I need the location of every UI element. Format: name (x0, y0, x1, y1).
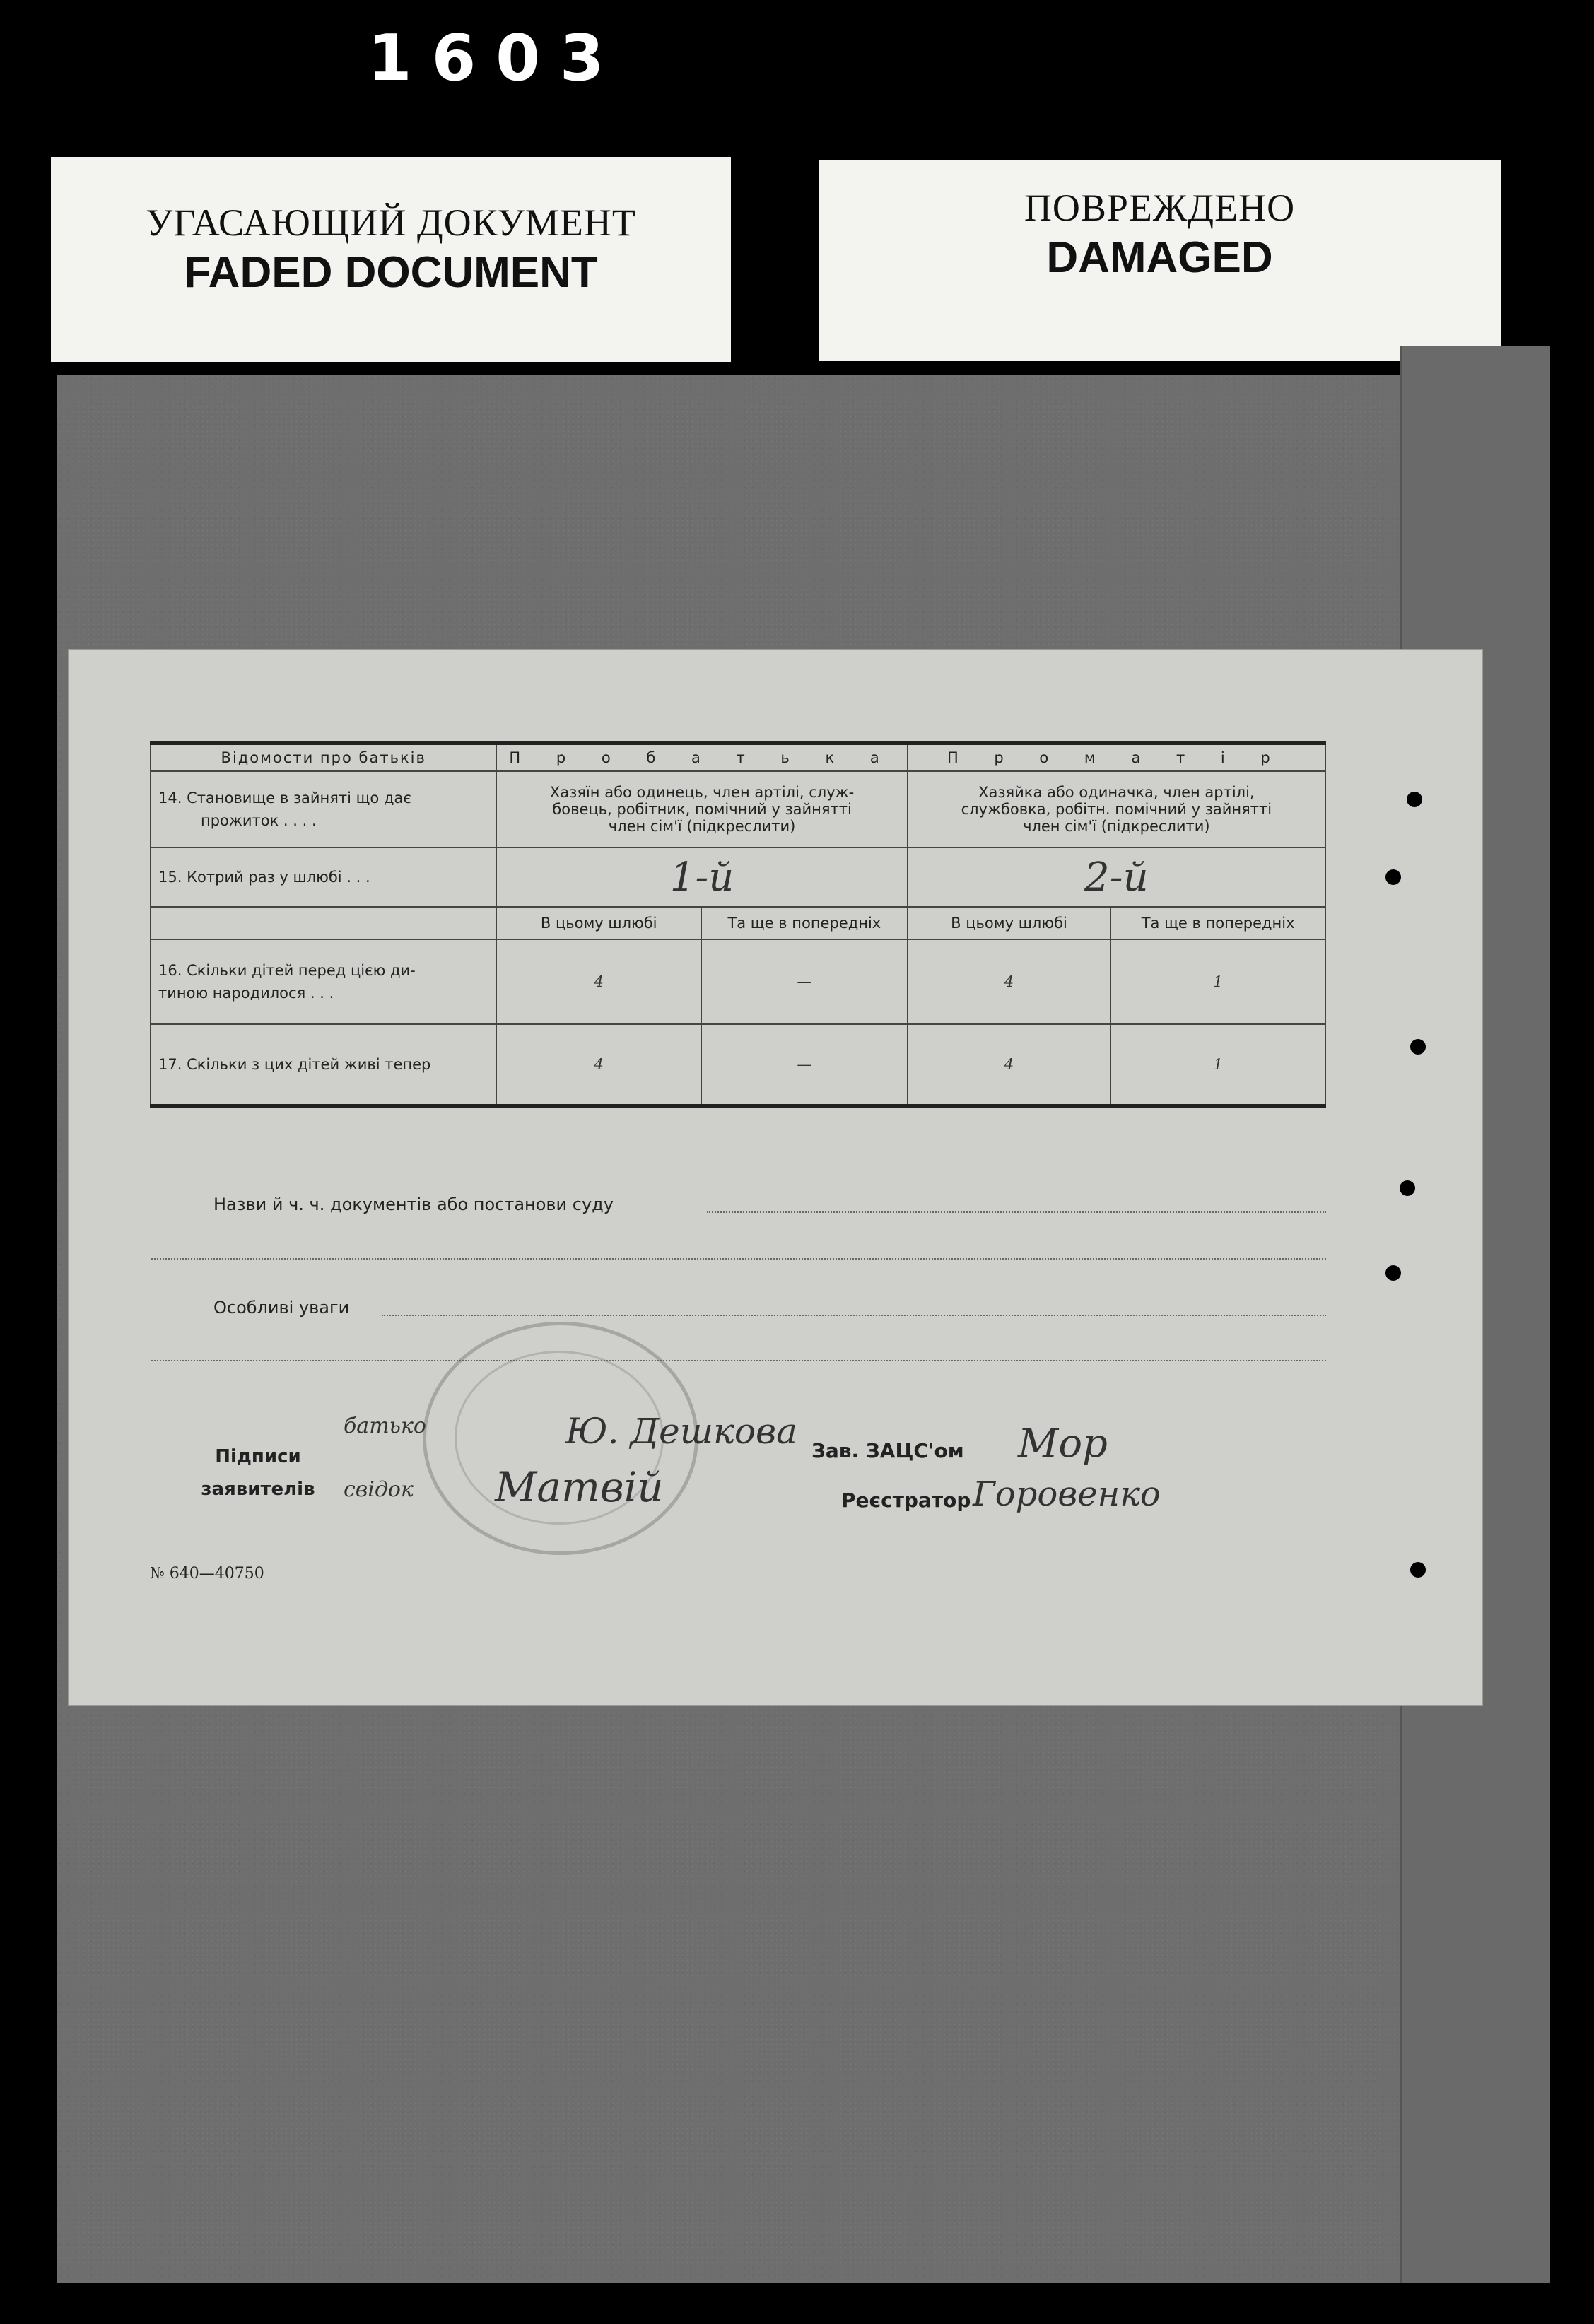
binding-hole (1385, 869, 1401, 885)
row16-mother-this: 4 (908, 939, 1111, 1024)
row16-father-this: 4 (496, 939, 701, 1024)
remarks-label: Особливі уваги (213, 1298, 350, 1317)
documents-line-2 (151, 1258, 1326, 1260)
row17-mother-this: 4 (908, 1024, 1111, 1106)
header-parents-info: Відомости про батьків (151, 743, 496, 771)
documents-line (707, 1211, 1326, 1213)
row15-mother-value: 2-й (908, 847, 1325, 907)
faded-label-en: FADED DOCUMENT (184, 248, 598, 297)
row16-label: 16. Скільки дітей перед цією ди- тиною народилося . . . (151, 939, 496, 1024)
row17-mother-prev: 1 (1110, 1024, 1325, 1106)
faded-label-ru: УГАСАЮЩИЙ ДОКУМЕНТ (146, 201, 636, 244)
head-signature: Мор (1018, 1421, 1108, 1467)
row16-father-prev: — (701, 939, 908, 1024)
subheader-father-this: В цьому шлюбі (496, 907, 701, 939)
remarks-line (382, 1315, 1326, 1316)
applicant2-signature: Матвій (495, 1463, 664, 1511)
row17-father-prev: — (701, 1024, 908, 1106)
subheader-blank (151, 907, 496, 939)
applicant1-signature: Ю. Дешкова (565, 1411, 797, 1452)
binding-hole (1385, 1265, 1401, 1281)
parents-info-table (150, 741, 1326, 1108)
row14-label: 14. Становище в зайняті що дає прожиток . . . . (151, 771, 496, 847)
row14-father-options: Хазяїн або одинець, член артілі, служ- бовець, робітник, помічний у зайнятті член сім'ї (підкреслити) (496, 771, 907, 847)
documents-label: Назви й ч. ч. документів або постанови суду (213, 1195, 614, 1214)
signatures-label: Підписи заявителів (201, 1446, 315, 1500)
row17-father-this: 4 (496, 1024, 701, 1106)
binding-hole (1410, 1039, 1426, 1055)
binding-hole (1407, 792, 1422, 807)
applicant2-prefix: свідок (344, 1477, 414, 1502)
header-father: П р о б а т ь к а (496, 743, 907, 771)
form-number: № 640—40750 (150, 1565, 264, 1583)
applicant1-prefix: батько (344, 1414, 426, 1438)
damaged-label-en: DAMAGED (1046, 233, 1273, 282)
head-label: Зав. ЗАЦС'ом (811, 1439, 964, 1462)
row16-mother-prev: 1 (1110, 939, 1325, 1024)
row15-label: 15. Котрий раз у шлюбі . . . (151, 847, 496, 907)
subheader-father-prev: Та ще в попередніх (701, 907, 908, 939)
binding-hole (1410, 1562, 1426, 1578)
faded-document-label (51, 157, 731, 362)
frame-number: 1603 (368, 21, 624, 95)
damaged-label-ru: ПОВРЕЖДЕНО (1024, 187, 1296, 229)
subheader-mother-this: В цьому шлюбі (908, 907, 1111, 939)
row14-mother-options: Хазяйка або одиначка, член артілі, службовка, робітн. помічний у зайнятті член сім'ї (підкреслити) (908, 771, 1325, 847)
row17-label: 17. Скільки з цих дітей живі тепер (151, 1024, 496, 1106)
damaged-label (819, 160, 1501, 361)
header-mother: П р о м а т і р (908, 743, 1325, 771)
binding-hole (1400, 1180, 1415, 1196)
registrar-label: Реєстратор (841, 1489, 971, 1512)
subheader-mother-prev: Та ще в попередніх (1110, 907, 1325, 939)
remarks-line-2 (151, 1360, 1326, 1361)
registrar-signature: Горовенко (973, 1474, 1161, 1514)
row15-father-value: 1-й (496, 847, 907, 907)
